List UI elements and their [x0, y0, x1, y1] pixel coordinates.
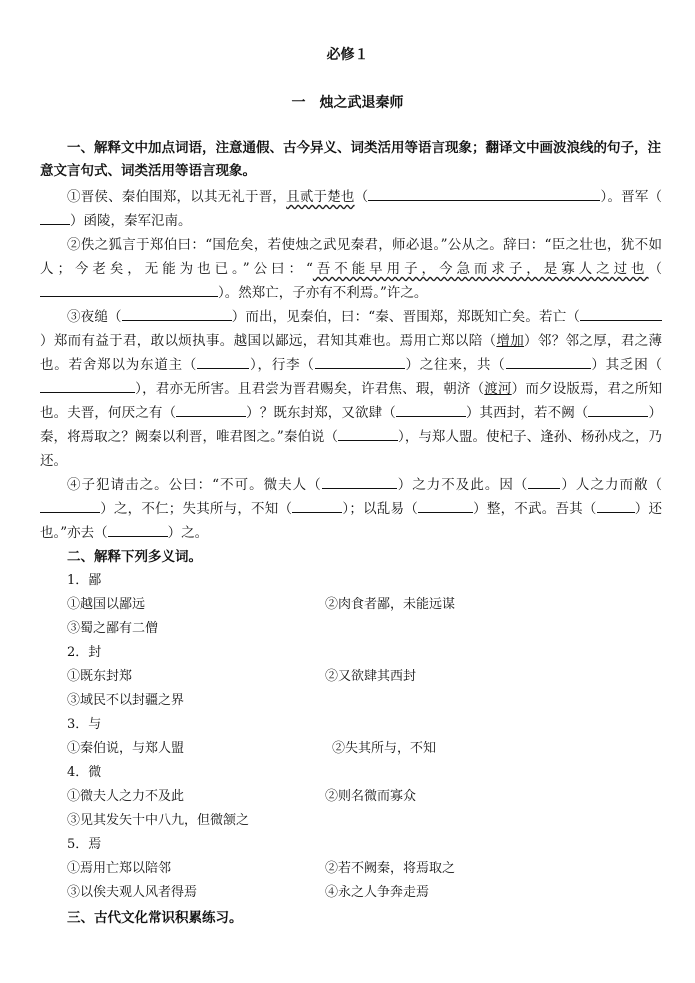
answer-blank[interactable]: [40, 211, 70, 225]
passage-paragraph-4: [40, 473, 662, 545]
answer-blank[interactable]: [40, 379, 135, 393]
text-segment: ）之往来，共（: [404, 357, 506, 373]
text-segment: ）郑而有益于君，敢以烦执事。越国以鄙远，君知其难也。焉用亡郑以陪（: [40, 333, 497, 349]
answer-blank[interactable]: [292, 499, 342, 513]
answer-blank[interactable]: [338, 427, 398, 441]
text-segment: ）秦，将焉取之？阙秦以利晋，唯君图之。”秦伯说（: [40, 405, 663, 445]
lesson-number: 一: [291, 95, 306, 111]
given-answer: 增加: [496, 333, 525, 349]
word-label: 1．鄙: [67, 573, 102, 588]
text-segment: ）之，不仁；失其所与，不知（: [100, 501, 293, 517]
text-segment: ）整，不武。吾其（: [472, 501, 597, 517]
text-segment: ）之。: [167, 525, 209, 541]
answer-blank[interactable]: [528, 475, 560, 489]
text-segment: ）邻？邻之厚，君之薄也。若舍郑以为东道主（: [40, 333, 663, 373]
word-usage: ③见其发矢十中八九，但微颔之: [67, 813, 250, 828]
word-usage: ③以俟夫观人风者得焉: [67, 885, 198, 900]
word-usage: ③蜀之鄙有二僧: [67, 621, 159, 636]
passage-paragraph-1: [40, 185, 662, 233]
text-segment: ），行李（: [249, 357, 315, 373]
text-segment: ）人之力而敝（: [560, 477, 663, 493]
answer-blank[interactable]: [597, 499, 635, 513]
word-usage: ②失其所与，不知: [332, 741, 437, 756]
word-usage: ②若不阙秦，将焉取之: [325, 861, 456, 876]
word-usage: ①秦伯说，与郑人盟: [67, 741, 185, 756]
text-segment: ）。然郑亡，子亦有不利焉。”许之。: [218, 285, 428, 301]
word-usage: ②又欲肆其西封: [325, 669, 417, 684]
text-segment: ）而夕设版焉，君之所知也。夫晋，何厌之有（: [40, 381, 663, 421]
text-segment: ④子犯请击之。公曰：“不可。微夫人（: [67, 477, 322, 493]
word-label: 3．与: [67, 717, 102, 732]
text-segment: （: [648, 261, 662, 277]
answer-blank[interactable]: [108, 523, 168, 537]
word-usage: ④永之人争奔走焉: [325, 885, 430, 900]
section3-heading: 三、古代文化常识积累练习。: [67, 910, 243, 926]
text-segment: ）。晋军（: [600, 189, 663, 205]
text-segment: ），君亦无所害。且君尝为晋君赐矣，许君焦、瑕，朝济（: [135, 381, 485, 397]
given-answer: 渡河: [484, 381, 512, 397]
book-title: 必修１: [326, 47, 369, 63]
answer-blank[interactable]: [122, 307, 232, 321]
text-segment: ③夜缒（: [67, 309, 122, 325]
word-usage: ②则名微而寡众: [325, 789, 417, 804]
text-segment: ），与郑人盟。使杞子、逢孙、杨孙戍之，乃还。: [40, 429, 663, 469]
passage-paragraph-2: [40, 233, 662, 305]
text-segment: ①晋侯、秦伯围郑，以其无礼于晋，: [67, 189, 287, 205]
word-usage: ②肉食者鄙，未能远谋: [325, 597, 456, 612]
section1-heading: 一、解释文中加点词语，注意通假、古今异义、词类活用等语言现象；翻译文中画波浪线的句子，注意文言句式、词类活用等语言现象。: [40, 140, 661, 179]
wavy-sentence: 吾不能早用子，今急而求子，是寡人之过也: [312, 261, 649, 277]
text-segment: ）还也。”亦去（: [40, 501, 663, 541]
wavy-sentence: 且贰于楚也: [286, 189, 355, 205]
text-segment: ②佚之狐言于郑伯曰：“国危矣，若使烛之武见秦君，师必退。”公从之。辞曰：“臣之壮也，犹不如人；今老矣，无能为也已。”公曰：“: [40, 237, 662, 277]
text-segment: ）；以乱易（: [342, 501, 418, 517]
answer-blank[interactable]: [322, 475, 397, 489]
answer-blank[interactable]: [580, 307, 662, 321]
answer-blank[interactable]: [418, 499, 473, 513]
lesson-name: 烛之武退秦师: [319, 95, 404, 111]
answer-blank[interactable]: [396, 403, 466, 417]
word-label: 2．封: [67, 645, 102, 660]
answer-blank[interactable]: [40, 499, 100, 513]
passage-paragraph-3: [40, 305, 662, 473]
text-segment: ）函陵，秦军氾南。: [70, 213, 192, 229]
lesson-title: [0, 92, 695, 112]
word-label: 4．微: [67, 765, 102, 780]
word-usage: ①焉用亡郑以陪邻: [67, 861, 172, 876]
word-usage: ③域民不以封疆之界: [67, 693, 185, 708]
answer-blank[interactable]: [315, 355, 405, 369]
answer-blank[interactable]: [506, 355, 591, 369]
text-segment: ）？既东封郑，又欲肆（: [246, 405, 396, 421]
answer-blank[interactable]: [176, 403, 246, 417]
word-usage: ①越国以鄙远: [67, 597, 146, 612]
answer-blank[interactable]: [40, 283, 218, 297]
answer-blank[interactable]: [197, 355, 249, 369]
word-label: 5．焉: [67, 837, 102, 852]
answer-blank[interactable]: [368, 187, 600, 201]
text-segment: ）其乏困（: [590, 357, 663, 373]
section2-heading: 二、解释下列多义词。: [67, 549, 202, 565]
text-segment: （: [354, 189, 369, 205]
text-segment: ）之力不及此。因（: [396, 477, 529, 493]
text-segment: ）而出，见秦伯，曰：“秦、晋围郑，郑既知亡矣。若亡（: [231, 309, 580, 325]
word-usage: ①微夫人之力不及此: [67, 789, 185, 804]
text-segment: ）其西封，若不阙（: [465, 405, 589, 421]
answer-blank[interactable]: [588, 403, 648, 417]
word-usage: ①既东封郑: [67, 669, 133, 684]
